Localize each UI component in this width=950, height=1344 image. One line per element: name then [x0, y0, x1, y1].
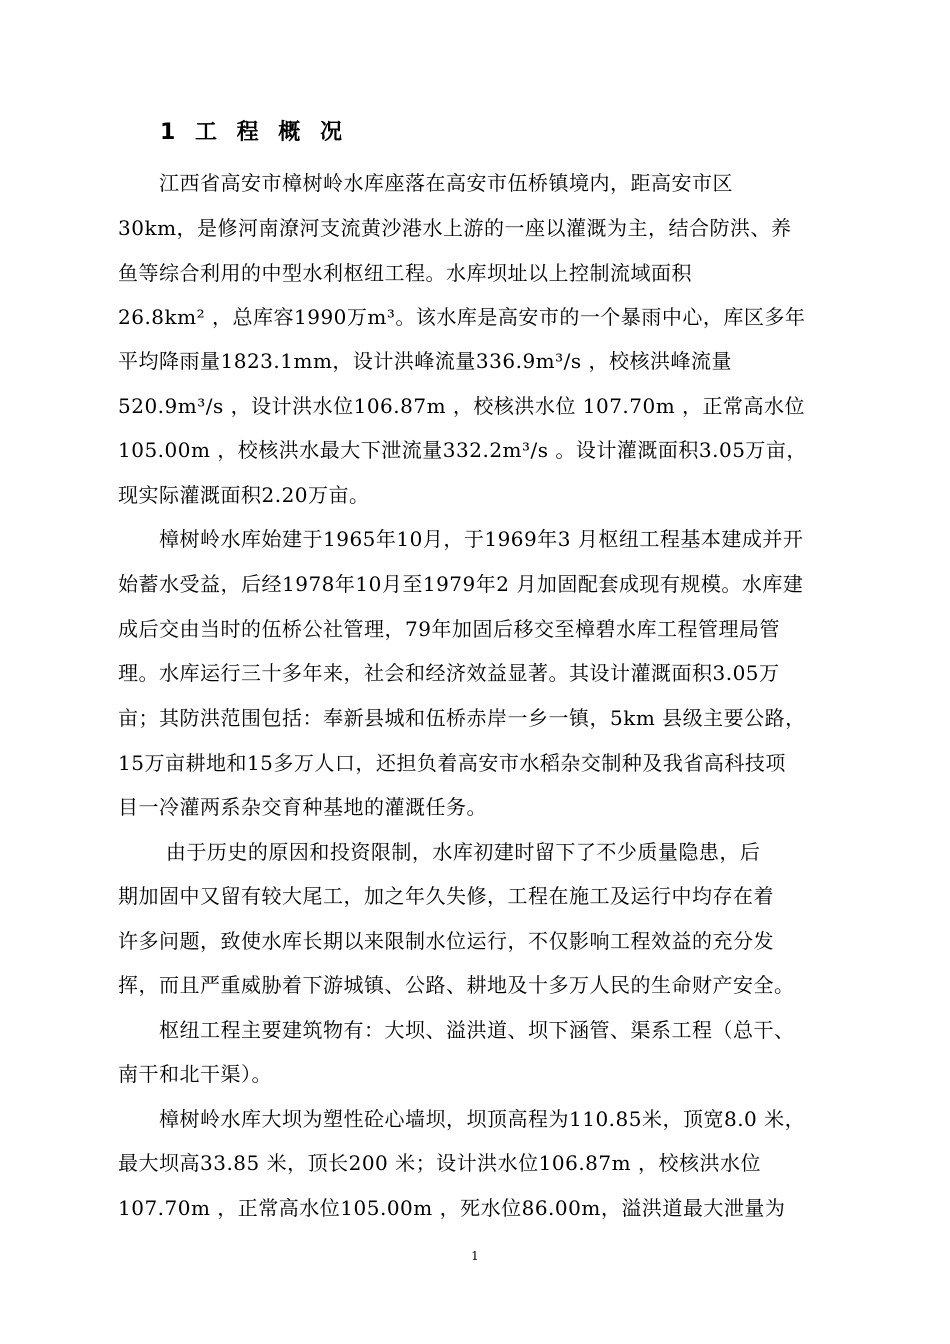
body-line: 平均降雨量1823.1mm，设计洪峰流量336.9m³/s ，校核洪峰流量 [118, 349, 733, 373]
body-line: 理。水库运行三十多年来，社会和经济效益显著。其设计灌溉面积3.05万 [118, 661, 780, 685]
body-line: 期加固中又留有较大尾工，加之年久失修，工程在施工及运行中均存在着 [118, 884, 774, 908]
body-line: 目一冷灌两系杂交育种基地的灌溉任务。 [118, 795, 487, 819]
body-line: 26.8km² ，总库容1990万m³。该水库是高安市的一个暴雨中心，库区多年 [118, 305, 806, 329]
body-line: 始蓄水受益，后经1978年10月至1979年2 月加固配套成现有规模。水库建 [118, 572, 804, 596]
body-line: 最大坝高33.85 米，顶长200 米；设计洪水位106.87m ，校核洪水位 [118, 1151, 761, 1175]
body-line: 成后交由当时的伍桥公社管理，79年加固后移交至樟碧水库工程管理局管 [118, 617, 780, 641]
body-line: 由于历史的原因和投资限制，水库初建时留下了不少质量隐患，后 [118, 840, 761, 864]
section-heading: 1 工 程 概 况 [160, 120, 348, 145]
body-line: 枢纽工程主要建筑物有：大坝、溢洪道、坝下涵管、渠系工程（总干、 [118, 1018, 795, 1042]
body-line: 樟树岭水库始建于1965年10月，于1969年3 月枢纽工程基本建成并开 [118, 527, 804, 551]
body-line: 亩；其防洪范围包括：奉新县城和伍桥赤岸一乡一镇，5km 县级主要公路， [118, 706, 806, 730]
body-line: 30km，是修河南潦河支流黄沙港水上游的一座以灌溉为主，结合防洪、养 [118, 216, 792, 240]
body-line: 樟树岭水库大坝为塑性砼心墙坝，坝顶高程为110.85米，顶宽8.0 米， [118, 1107, 806, 1131]
body-line: 挥，而且严重威胁着下游城镇、公路、耕地及十多万人民的生命财产安全。 [118, 973, 795, 997]
body-line: 现实际灌溉面积2.20万亩。 [118, 483, 370, 507]
body-line: 105.00m ，校核洪水最大下泄流量332.2m³/s 。设计灌溉面积3.05万亩， [118, 438, 807, 462]
body-line: 15万亩耕地和15多万人口，还担负着高安市水稻杂交制种及我省高科技项 [118, 751, 786, 775]
body-line: 鱼等综合利用的中型水利枢纽工程。水库坝址以上控制流域面积 [118, 261, 692, 285]
body-line: 107.70m ，正常高水位105.00m ，死水位86.00m，溢洪道最大泄量为 [118, 1196, 786, 1220]
body-line: 南干和北干渠）。 [118, 1062, 272, 1086]
page-number: 1 [471, 1249, 479, 1263]
body-line: 江西省高安市樟树岭水库座落在高安市伍桥镇境内，距高安市区 [118, 171, 733, 195]
body-line: 许多问题，致使水库长期以来限制水位运行，不仅影响工程效益的充分发 [118, 929, 774, 953]
body-line: 520.9m³/s ，设计洪水位106.87m ，校核洪水位 107.70m ，正常高水位 [118, 394, 806, 418]
